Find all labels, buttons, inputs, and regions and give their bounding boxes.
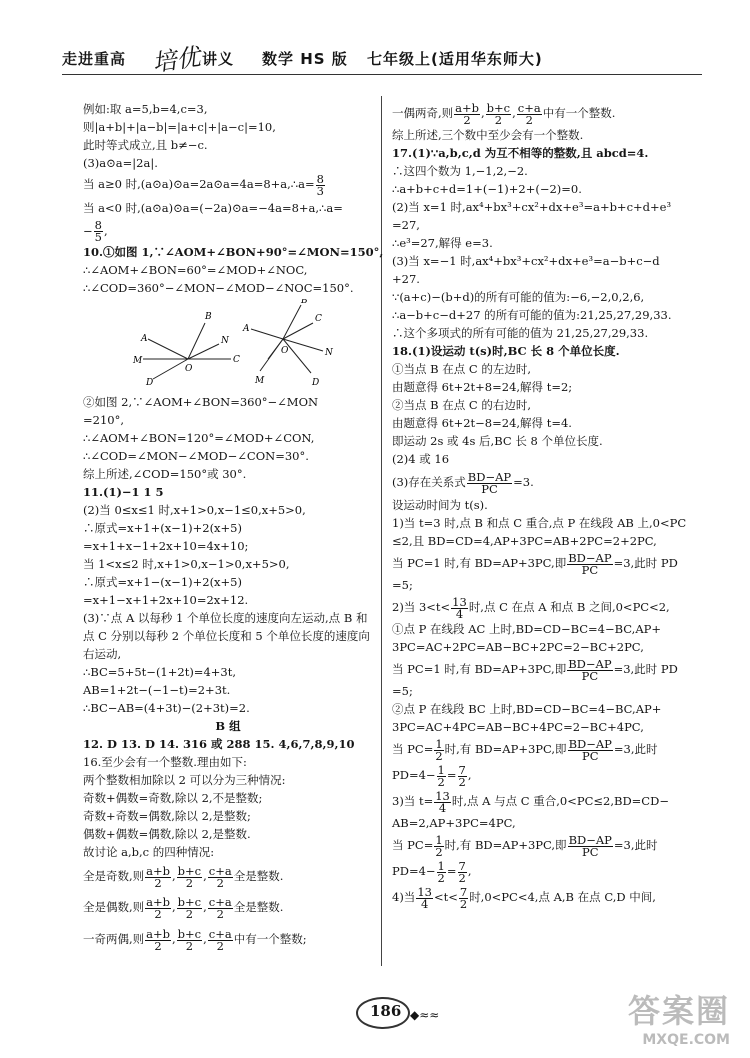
fraction: $\frac{8}{5}$ (94, 218, 102, 244)
text-line: 设运动时间为 t(s). (392, 498, 488, 512)
text-line: − $\frac{8}{5}$ , (83, 218, 108, 244)
angle-figures (83, 299, 373, 391)
text-line: 16.至少会有一个整数.理由如下: (83, 755, 247, 769)
text-line: PD=4− $\frac{1}{2}$ = $\frac{7}{2}$ , (392, 762, 472, 789)
text-line: (2)当 x=1 时,ax⁴+bx³+cx²+dx+e³=a+b+c+d+e³ (392, 200, 672, 214)
text-line: =x+1−x+1+2x+10=2x+12. (83, 593, 249, 607)
header-subject: 数学 HS 版 (262, 50, 348, 68)
text-line: ≤2,且 BD=CD=4,AP+3PC=AB+2PC=2+2PC, (392, 534, 657, 548)
text-line: ∴原式=x+1+(x−1)+2(x+5) (83, 521, 242, 535)
fraction: $\frac{7}{2}$ (458, 858, 466, 885)
text-line: 12. D 13. D 14. 316 或 288 15. 4,6,7,8,9,10 (83, 737, 355, 751)
label-A: A (243, 324, 250, 334)
label-B: B (205, 312, 212, 322)
text-line: ②点 P 在线段 BC 上时,BD=CD−BC=4−BC,AP+ (392, 702, 662, 716)
text-line: 右运动, (83, 647, 122, 661)
header-series: 讲义 (202, 50, 235, 68)
fraction: $\frac{7}{2}$ (459, 884, 468, 911)
figure-1 (132, 312, 240, 391)
text-line: =5; (392, 578, 413, 592)
text-line: ∴a+b+c+d=1+(−1)+2+(−2)=0. (392, 182, 582, 196)
text-line: ②当点 B 在点 C 的右边时, (392, 398, 532, 412)
text-line: 全是奇数,则 $\frac{a+b}{2}$ , $\frac{b+c}{2}$ , $\frac{c+a}{2}$ 全是整数. (83, 863, 284, 890)
label-B: B (301, 299, 308, 306)
fraction: $\frac{c+a}{2}$ (517, 100, 541, 127)
text-line: 例如:取 a=5,b=4,c=3, (83, 102, 208, 116)
label-M: M (133, 356, 143, 366)
text-line: 3)当 t= $\frac{13}{4}$ 时,点 A 与点 C 重合,0<PC≤2,BD=CD− (392, 788, 669, 815)
label-C: C (233, 355, 240, 365)
text-line: ∴原式=x+1−(x−1)+2(x+5) (83, 575, 242, 589)
text-line: ①当点 B 在点 C 的左边时, (392, 362, 532, 376)
text-line: ∴这四个数为 1,−1,2,−2. (392, 164, 528, 178)
fraction: $\frac{BD-AP}{PC}$ (568, 550, 612, 577)
fraction: $\frac{c+a}{2}$ (208, 863, 232, 890)
fraction: $\frac{13}{4}$ (417, 884, 432, 911)
fraction: $\frac{a+b}{2}$ (146, 894, 171, 921)
fraction: $\frac{BD-AP}{PC}$ (568, 832, 612, 859)
label-O: O (281, 346, 289, 356)
ray-OD (153, 359, 188, 379)
text-line: 奇数+奇数=偶数,除以 2,是整数; (83, 809, 251, 823)
fraction: $\frac{1}{2}$ (437, 762, 445, 789)
angle-figures-svg (83, 299, 373, 391)
text-line: (3)a⊙a=|2a|. (83, 156, 158, 170)
figure-2 (242, 299, 334, 391)
header-left-title: 走进重高 (62, 50, 127, 68)
fraction: $\frac{1}{2}$ (437, 858, 445, 885)
section-heading: B 组 (215, 719, 241, 733)
fraction: $\frac{7}{2}$ (458, 762, 466, 789)
text-line: PD=4− $\frac{1}{2}$ = $\frac{7}{2}$ , (392, 858, 472, 885)
text-line: =x+1+x−1+2x+10=4x+10; (83, 539, 249, 553)
text-line: 4)当 $\frac{13}{4}$ <t< $\frac{7}{2}$ 时,0<PC<4,点 A,B 在点 C,D 中间, (392, 884, 656, 911)
text-line: ②如图 2,∵∠AOM+∠BON=360°−∠MON (83, 395, 319, 409)
text-line: ①点 P 在线段 AC 上时,BD=CD−BC=4−BC,AP+ (392, 622, 662, 636)
page-number: 186 (370, 1002, 402, 1020)
text-line: =210°, (83, 413, 124, 427)
text-line: 1)当 t=3 时,点 B 和点 C 重合,点 P 在线段 AB 上,0<PC (392, 516, 687, 530)
text-line: 一奇两偶,则 $\frac{a+b}{2}$ , $\frac{b+c}{2}$ , $\frac{c+a}{2}$ 中有一个整数; (83, 926, 307, 953)
ray-OB (188, 323, 205, 359)
fraction: $\frac{13}{4}$ (435, 788, 450, 815)
text-line: 当 PC= $\frac{1}{2}$ 时,有 BD=AP+3PC,即 $\frac{BD-AP}{PC}$ =3,此时 (392, 832, 658, 859)
fraction: $\frac{1}{2}$ (435, 736, 443, 763)
fraction: $\frac{BD-AP}{PC}$ (568, 736, 612, 763)
text-line: 即运动 2s 或 4s 后,BC 长 8 个单位长度. (392, 434, 603, 448)
footer-ornament: ◆≈≈ (410, 1008, 440, 1022)
text-line: (2)当 0≤x≤1 时,x+1>0,x−1≤0,x+5>0, (83, 503, 306, 517)
left-column (83, 100, 384, 955)
text-line: 偶数+偶数=偶数,除以 2,是整数. (83, 827, 251, 841)
text-line: 10.①如图 1,∵∠AOM+∠BON+90°=∠MON=150°, (83, 245, 384, 259)
fraction: $\frac{b+c}{2}$ (177, 926, 202, 953)
label-O: O (185, 364, 193, 374)
text-line: ∴e³=27,解得 e=3. (392, 236, 493, 250)
text-line: (2)4 或 16 (392, 452, 450, 466)
ray-OD-alt (283, 339, 311, 373)
text-line: 3PC=AC+2PC=AB−BC+2PC=2−BC+2PC, (392, 640, 644, 654)
text-line: 则|a+b|+|a−b|=|a+c|+|a−c|=10, (83, 120, 276, 134)
watermark-logo-text: 答案圈 (627, 992, 730, 1030)
header-rule (62, 74, 702, 75)
page-header (62, 40, 702, 80)
text-line: (3)∵点 A 以每秒 1 个单位长度的速度向左运动,点 B 和 (83, 611, 368, 625)
watermark-url: MXQE.COM (642, 1032, 730, 1048)
text-line: 当 a≥0 时,(a⊙a)⊙a=2a⊙a=4a=8+a,∴a= $\frac{8}{3}$ (83, 171, 324, 198)
fraction: $\frac{1}{2}$ (435, 832, 443, 859)
fraction: $\frac{a+b}{2}$ (146, 926, 171, 953)
text-line: AB=2,AP+3PC=4PC, (392, 816, 516, 830)
text-line: ∴BC=5+5t−(1+2t)=4+3t, (83, 665, 236, 679)
text-line: 故讨论 a,b,c 的四种情况: (83, 845, 215, 859)
watermark (628, 986, 730, 1048)
text-line: 当 PC=1 时,有 BD=AP+3PC,即 $\frac{BD-AP}{PC}$ =3,此时 PD (392, 656, 678, 683)
fraction: $\frac{b+c}{2}$ (177, 863, 202, 890)
label-A: A (141, 334, 148, 344)
text-line: 综上所述,∠COD=150°或 30°. (83, 467, 247, 481)
label-M: M (255, 376, 265, 386)
fraction: $\frac{c+a}{2}$ (208, 894, 232, 921)
text-line: 当 PC= $\frac{1}{2}$ 时,有 BD=AP+3PC,即 $\frac{BD-AP}{PC}$ =3,此时 (392, 736, 658, 763)
text-line: 点 C 分别以每秒 2 个单位长度和 5 个单位长度的速度向 (83, 629, 370, 643)
text-line: ∴∠AOM+∠BON=120°=∠MOD+∠CON, (83, 431, 315, 445)
text-line: ∴a−b+c−d+27 的所有可能的值为:21,25,27,29,33. (392, 308, 672, 322)
text-line: 2)当 3<t< $\frac{13}{4}$ 时,点 C 在点 A 和点 B 之间,0<PC<2, (392, 594, 670, 621)
text-line: 当 PC=1 时,有 BD=AP+3PC,即 $\frac{BD-AP}{PC}$ =3,此时 PD (392, 550, 678, 577)
text-line: 由题意得 6t+2t+8=24,解得 t=2; (392, 380, 573, 394)
text-line: 由题意得 6t+2t−8=24,解得 t=4. (392, 416, 572, 430)
text-line: 当 a<0 时,(a⊙a)⊙a=(−2a)⊙a=−4a=8+a,∴a= (83, 200, 343, 215)
right-column (392, 100, 687, 911)
text-line: 奇数+偶数=奇数,除以 2,不是整数; (83, 791, 263, 805)
fraction: $\frac{8}{3}$ (316, 171, 324, 198)
text-line: 3PC=AC+4PC=AB−BC+4PC=2−BC+4PC, (392, 720, 644, 734)
text-line: +27. (392, 272, 420, 286)
text-line: ∴BC−AB=(4+3t)−(2+3t)=2. (83, 701, 250, 715)
fraction: $\frac{b+c}{2}$ (486, 100, 511, 127)
fraction: $\frac{a+b}{2}$ (455, 100, 480, 127)
text-line: ∴∠COD=360°−∠MON−∠MOD−∠NOC=150°. (83, 281, 354, 295)
header-grade: 七年级上(适用华东师大) (367, 50, 543, 68)
column-divider (381, 96, 382, 966)
text-line: ∵(a+c)−(b+d)的所有可能的值为:−6,−2,0,2,6, (392, 290, 645, 304)
text-line: ∴∠COD=∠MON−∠MOD−∠CON=30°. (83, 449, 309, 463)
text-line: 18.(1)设运动 t(s)时,BC 长 8 个单位长度. (392, 344, 620, 358)
label-D: D (312, 378, 320, 388)
text-line: (3)当 x=−1 时,ax⁴+bx³+cx²+dx+e³=a−b+c−d (392, 254, 660, 268)
text-line: 两个整数相加除以 2 可以分为三种情况: (83, 773, 286, 787)
text-line: =27, (392, 218, 420, 232)
label-D: D (146, 378, 154, 388)
text-line: (3)存在关系式 $\frac{BD-AP}{PC}$ =3. (392, 469, 534, 496)
header-calligraphy: 培优 (150, 42, 203, 78)
ray-ON (188, 344, 219, 359)
ray-ON2 (283, 339, 323, 351)
text-line: 综上所述,三个数中至少会有一个整数. (392, 128, 584, 142)
fraction: $\frac{13}{4}$ (452, 594, 467, 621)
text-line: 17.(1)∵a,b,c,d 为互不相等的整数,且 abcd=4. (392, 146, 649, 160)
fraction: $\frac{c+a}{2}$ (208, 926, 232, 953)
fraction: $\frac{b+c}{2}$ (177, 894, 202, 921)
text-line: 此时等式成立,且 b≠−c. (83, 138, 208, 152)
ray-OA (148, 339, 188, 359)
text-line: 当 1<x≤2 时,x+1>0,x−1>0,x+5>0, (83, 557, 290, 571)
ray-OA2 (251, 329, 283, 339)
label-N: N (325, 348, 333, 358)
label-N: N (221, 336, 229, 346)
label-C: C (315, 314, 322, 324)
ray-OD2 (260, 339, 283, 371)
text-line: 一偶两奇,则 $\frac{a+b}{2}$ , $\frac{b+c}{2}$ , $\frac{c+a}{2}$ 中有一个整数. (392, 100, 616, 127)
text-line: =5; (392, 684, 413, 698)
fraction: $\frac{BD-AP}{PC}$ (467, 469, 512, 496)
text-line: ∴这个多项式的所有可能的值为 21,25,27,29,33. (392, 326, 649, 340)
fraction: $\frac{BD-AP}{PC}$ (568, 656, 612, 683)
text-line: ∴∠AOM+∠BON=60°=∠MOD+∠NOC, (83, 263, 308, 277)
text-line: 全是偶数,则 $\frac{a+b}{2}$ , $\frac{b+c}{2}$ , $\frac{c+a}{2}$ 全是整数. (83, 894, 284, 921)
text-line: AB=1+2t−(−1−t)=2+3t. (83, 683, 231, 697)
fraction: $\frac{a+b}{2}$ (146, 863, 171, 890)
text-line: 11.(1)−1 1 5 (83, 485, 164, 499)
